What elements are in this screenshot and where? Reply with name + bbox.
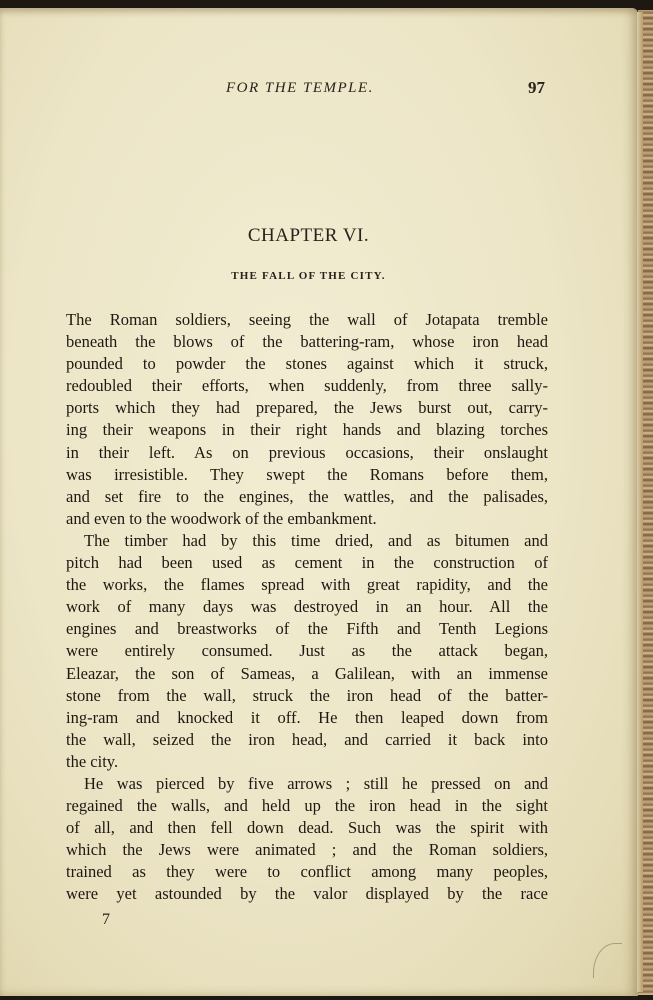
text-line: He was pierced by five arrows ; still he pressed on and bbox=[84, 773, 548, 793]
text-line: the works, the flames spread with great rapidity, and the bbox=[66, 575, 548, 595]
text-line: the city. bbox=[66, 751, 119, 771]
text-line: ing their weapons in their right hands and blazing torches bbox=[66, 420, 548, 440]
text-line: stone from the wall, struck the iron head of the batter- bbox=[66, 685, 548, 705]
text-line: and even to the woodwork of the embankment. bbox=[66, 508, 377, 528]
text-line: ing-ram and knocked it off. He then leaped down from bbox=[66, 707, 548, 727]
text-line: Eleazar, the son of Sameas, a Galilean, with an immense bbox=[66, 663, 548, 683]
body-text bbox=[66, 309, 548, 906]
page-edge-shadow bbox=[637, 12, 643, 992]
text-line: beneath the blows of the battering-ram, whose iron head bbox=[66, 332, 548, 352]
text-line: pounded to powder the stones against which it struck, bbox=[66, 354, 548, 374]
page-curl-decoration bbox=[593, 943, 622, 978]
chapter-title: CHAPTER VI. bbox=[247, 225, 370, 246]
text-line: regained the walls, and held up the iron head in the sight bbox=[66, 796, 548, 816]
text-line: in their left. As on previous occasions, their onslaught bbox=[66, 442, 548, 462]
signature-mark: 7 bbox=[102, 911, 110, 928]
text-line: redoubled their efforts, when suddenly, from three sally- bbox=[66, 376, 548, 396]
text-line: engines and breastworks of the Fifth and Tenth Legions bbox=[66, 619, 548, 639]
text-line: work of many days was destroyed in an hour. All the bbox=[66, 597, 548, 617]
text-line: pitch had been used as cement in the construction of bbox=[66, 553, 548, 573]
text-line: of all, and then fell down dead. Such was the spirit with bbox=[66, 818, 548, 838]
text-line: The Roman soldiers, seeing the wall of Jotapata tremble bbox=[66, 310, 548, 329]
text-line: ports which they had prepared, the Jews burst out, carry- bbox=[66, 398, 548, 418]
paper-page bbox=[0, 8, 638, 996]
text-line: which the Jews were animated ; and the Roman soldiers, bbox=[66, 840, 548, 860]
running-head bbox=[0, 76, 638, 100]
text-line: were entirely consumed. Just as the attack began, bbox=[66, 641, 548, 661]
text-line: were yet astounded by the valor displayed by the race bbox=[66, 884, 548, 904]
running-head-title: FOR THE TEMPLE. bbox=[226, 80, 374, 96]
text-line: was irresistible. They swept the Romans before them, bbox=[66, 464, 548, 484]
text-line: The timber had by this time dried, and as bitumen and bbox=[84, 530, 548, 550]
text-line: and set fire to the engines, the wattles, and the palisades, bbox=[66, 486, 548, 506]
text-line: trained as they were to conflict among many peoples, bbox=[66, 862, 548, 882]
text-line: the wall, seized the iron head, and carried it back into bbox=[66, 729, 548, 749]
chapter-subtitle: THE FALL OF THE CITY. bbox=[231, 270, 386, 282]
page-number: 97 bbox=[528, 78, 545, 97]
